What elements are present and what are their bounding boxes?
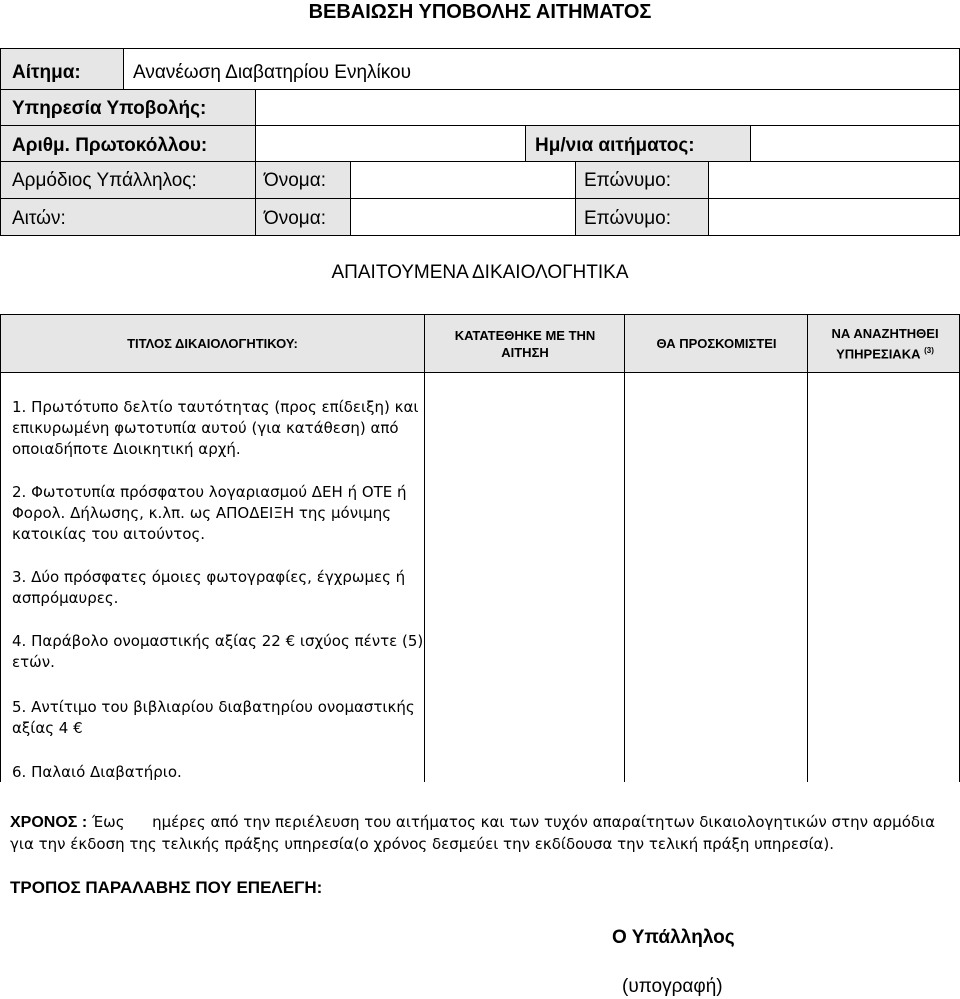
protocol-value-cell[interactable]: [255, 125, 526, 162]
applicant-label: Αιτών:: [12, 208, 66, 229]
applicant-name-label: Όνομα:: [264, 208, 326, 229]
col-service-header-text: ΝΑ ΑΝΑΖΗΤΗΘΕΙ ΥΠΗΡΕΣΙΑΚΑ: [831, 325, 939, 362]
time-paragraph-line2: για την έκδοση της τελικής πράξης υπηρεσία(ο χρόνος δεσμεύει την εκδίδουσα την τελική πράξη υπηρεσία).: [10, 835, 835, 853]
docs-col-divider-2: [624, 372, 625, 782]
doc-item-5: 5. Αντίτιμο του βιβλιαρίου διαβατηρίου ονομαστικής αξίας 4 €: [12, 698, 415, 737]
col-submitted-header: ΚΑΤΑΤΕΘΗΚΕ ΜΕ ΤΗΝ ΑΙΤΗΣΗ: [454, 327, 596, 360]
officer-name-label: Όνομα:: [264, 170, 326, 191]
officer-surname-value-cell[interactable]: [708, 161, 960, 199]
date-label: Ημ/νια αιτήματος:: [535, 135, 695, 156]
officer-label: Αρμόδιος Υπάλληλος:: [12, 170, 197, 191]
time-label: ΧΡΟΝΟΣ :: [10, 814, 88, 831]
request-label: Αίτημα:: [12, 62, 81, 83]
time-text: ημέρες από την περιέλευση του αιτήματος και των τυχόν απαραίτητων δικαιολογητικών στην αρμόδια: [152, 813, 936, 831]
applicant-surname-label: Επώνυμο:: [584, 208, 672, 229]
col-service-footnote: (3): [924, 345, 934, 355]
officer-signature-title: Ο Υπάλληλος: [612, 927, 735, 948]
protocol-label: Αριθμ. Πρωτοκόλλου:: [12, 135, 208, 156]
officer-surname-label: Επώνυμο:: [584, 170, 672, 191]
pickup-method-label: ΤΡΟΠΟΣ ΠΑΡΑΛΑΒΗΣ ΠΟΥ ΕΠΕΛΕΓΗ:: [10, 878, 323, 897]
doc-item-2: 2. Φωτοτυπία πρόσφατου λογαριασμού ΔΕΗ ή ΟΤΕ ή Φορολ. Δήλωσης, κ.λπ. ως ΑΠΟΔΕΙΞΗ της μόνιμης κατοικίας του αιτούντος.: [12, 483, 407, 543]
required-docs-title: ΑΠΑΙΤΟΥΜΕΝΑ ΔΙΚΑΙΟΛΟΓΗΤΙΚΑ: [331, 262, 629, 283]
col-tobring-header: ΘΑ ΠΡΟΣΚΟΜΙΣΤΕΙ: [656, 336, 777, 351]
request-value: Ανανέωση Διαβατηρίου Ενηλίκου: [133, 62, 411, 83]
doc-item-1: 1. Πρωτότυπο δελτίο ταυτότητας (προς επίδειξη) και επικυρωμένη φωτοτυπία αυτού (για κατάθεση) από οποιαδήποτε Διοικητική αρχή.: [12, 398, 419, 458]
time-paragraph: [10, 811, 955, 834]
officer-name-value-cell[interactable]: [350, 161, 576, 199]
doc-item-4: 4. Παράβολο ονομαστικής αξίας 22 € ισχύος πέντε (5) ετών.: [12, 632, 424, 671]
time-prefix: Έως: [91, 813, 125, 831]
page-title: ΒΕΒΑΙΩΣΗ ΥΠΟΒΟΛΗΣ ΑΙΤΗΜΑΤΟΣ: [308, 1, 652, 23]
service-label: Υπηρεσία Υποβολής:: [12, 98, 207, 119]
date-value-cell[interactable]: [750, 125, 960, 162]
signature-label: (υπογραφή): [622, 976, 723, 997]
col-title-header: ΤΙΤΛΟΣ ΔΙΚΑΙΟΛΟΓΗΤΙΚΟΥ:: [127, 336, 298, 351]
request-header-form: [0, 48, 960, 236]
docs-col-divider-3: [807, 372, 808, 782]
service-value-cell[interactable]: [255, 89, 960, 126]
doc-item-6: 6. Παλαιό Διαβατήριο.: [12, 763, 182, 781]
doc-item-3: 3. Δύο πρόσφατες όμοιες φωτογραφίες, έγχρωμες ή ασπρόμαυρες.: [12, 568, 406, 607]
col-service-header: [812, 314, 958, 373]
applicant-surname-value-cell[interactable]: [708, 198, 960, 236]
applicant-name-value-cell[interactable]: [350, 198, 576, 236]
